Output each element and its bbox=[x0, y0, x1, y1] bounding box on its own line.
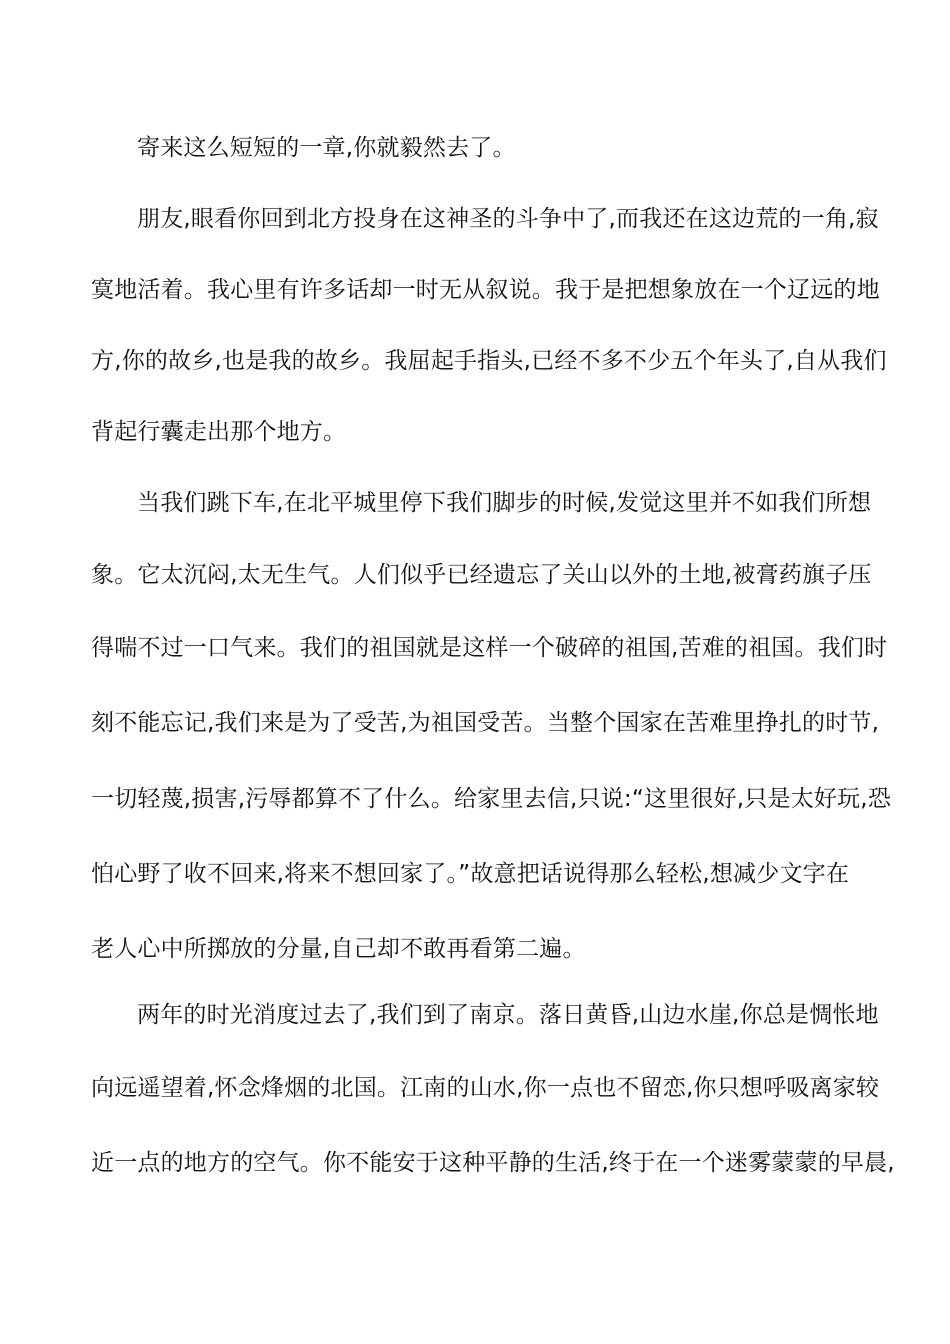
text-line: 近一点的地方的空气。你不能安于这种平静的生活,终于在一个迷雾蒙蒙的早晨, bbox=[91, 1150, 895, 1176]
text-line: 得喘不过一口气来。我们的祖国就是这样一个破碎的祖国,苦难的祖国。我们时 bbox=[91, 635, 888, 661]
text-line: 怕心野了收不回来,将来不想回家了。”故意把话说得那么轻松,想减少文字在 bbox=[91, 861, 850, 887]
text-line: 老人心中所掷放的分量,自己却不敢再看第二遍。 bbox=[91, 936, 586, 962]
text-line: 向远遥望着,怀念烽烟的北国。江南的山水,你一点也不留恋,你只想呼吸离家较 bbox=[91, 1075, 880, 1101]
text-line: 一切轻蔑,损害,污辱都算不了什么。给家里去信,只说:“这里很好,只是太好玩,恐 bbox=[91, 786, 892, 812]
text-line: 象。它太沉闷,太无生气。人们似乎已经遗忘了关山以外的土地,被膏药旗子压 bbox=[91, 562, 872, 588]
text-line: 寄来这么短短的一章,你就毅然去了。 bbox=[137, 135, 516, 161]
text-line: 寞地活着。我心里有许多话却一时无从叙说。我于是把想象放在一个辽远的地 bbox=[91, 277, 880, 303]
text-line: 朋友,眼看你回到北方投身在这神圣的斗争中了,而我还在这边荒的一角,寂 bbox=[137, 206, 879, 232]
text-line: 方,你的故乡,也是我的故乡。我屈起手指头,已经不多不少五个年头了,自从我们 bbox=[91, 348, 887, 374]
text-line: 当我们跳下车,在北平城里停下我们脚步的时候,发觉这里并不如我们所想 bbox=[137, 490, 872, 516]
text-line: 两年的时光消度过去了,我们到了南京。落日黄昏,山边水崖,你总是惆怅地 bbox=[137, 1002, 879, 1028]
text-line: 刻不能忘记,我们来是为了受苦,为祖国受苦。当整个国家在苦难里挣扎的时节, bbox=[91, 710, 880, 736]
text-line: 背起行囊走出那个地方。 bbox=[91, 419, 347, 445]
